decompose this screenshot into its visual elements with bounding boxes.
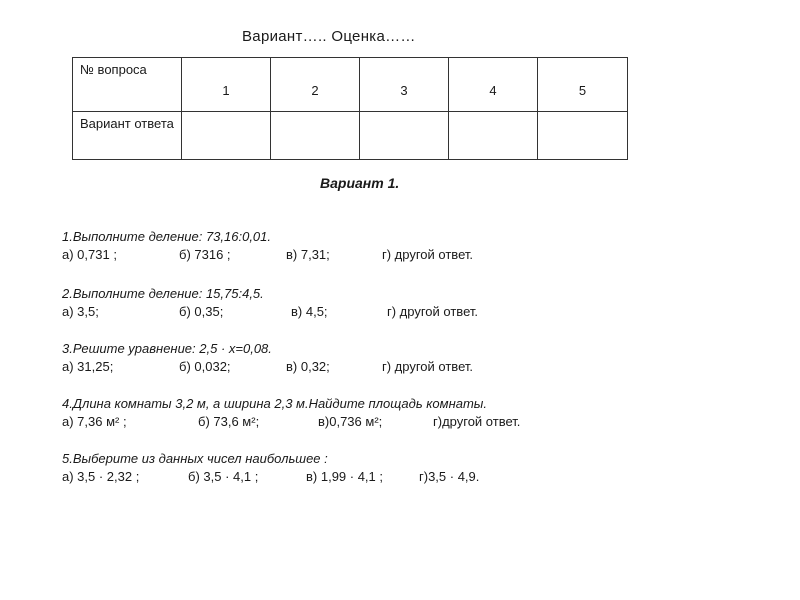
question-3-option-g: г) другой ответ. bbox=[382, 359, 473, 374]
question-3-option-v: в) 0,32; bbox=[286, 359, 330, 374]
question-number-2: 2 bbox=[271, 58, 360, 112]
question-5-option-a: а) 3,5 · 2,32 ; bbox=[62, 469, 140, 484]
question-3-option-b: б) 0,032; bbox=[179, 359, 231, 374]
question-5-text: 5.Выберите из данных чисел наибольшее : bbox=[62, 451, 328, 466]
question-4-text: 4.Длина комнаты 3,2 м, а ширина 2,3 м.Найдите площадь комнаты. bbox=[62, 396, 487, 411]
label-question-number: № вопроса bbox=[73, 58, 182, 112]
question-5-option-b: б) 3,5 · 4,1 ; bbox=[188, 469, 259, 484]
label-answer-variant: Вариант ответа bbox=[73, 112, 182, 160]
question-5-option-v: в) 1,99 · 4,1 ; bbox=[306, 469, 383, 484]
question-1-option-b: б) 7316 ; bbox=[179, 247, 231, 262]
question-4-options bbox=[62, 413, 521, 431]
question-2-option-b: б) 0,35; bbox=[179, 304, 224, 319]
question-2-option-g: г) другой ответ. bbox=[387, 304, 478, 319]
question-5 bbox=[62, 450, 480, 486]
question-4-option-b: б) 73,6 м²; bbox=[198, 414, 260, 429]
question-2 bbox=[62, 285, 478, 321]
question-1-text: 1.Выполните деление: 73,16:0,01. bbox=[62, 229, 272, 244]
question-2-options bbox=[62, 303, 478, 321]
question-1-option-a: а) 0,731 ; bbox=[62, 247, 117, 262]
question-4 bbox=[62, 395, 521, 431]
question-3-text: 3.Решите уравнение: 2,5 · х=0,08. bbox=[62, 341, 272, 356]
question-3-option-a: а) 31,25; bbox=[62, 359, 114, 374]
question-3 bbox=[62, 340, 473, 376]
answer-cell-5 bbox=[538, 112, 628, 160]
question-2-option-a: а) 3,5; bbox=[62, 304, 99, 319]
question-number-1: 1 bbox=[182, 58, 271, 112]
question-number-3: 3 bbox=[360, 58, 449, 112]
question-number-5: 5 bbox=[538, 58, 628, 112]
answer-cell-2 bbox=[271, 112, 360, 160]
answer-cell-1 bbox=[182, 112, 271, 160]
question-number-4: 4 bbox=[449, 58, 538, 112]
question-2-text: 2.Выполните деление: 15,75:4,5. bbox=[62, 286, 264, 301]
answer-cell-4 bbox=[449, 112, 538, 160]
header-variant-grade: Вариант….. Оценка…… bbox=[242, 28, 416, 45]
answer-table bbox=[72, 57, 628, 160]
question-1 bbox=[62, 228, 473, 264]
variant-title: Вариант 1. bbox=[320, 175, 400, 191]
question-5-options bbox=[62, 468, 480, 486]
table-row-answers bbox=[73, 112, 628, 160]
question-3-options bbox=[62, 358, 473, 376]
answer-cell-3 bbox=[360, 112, 449, 160]
question-4-option-v: в)0,736 м²; bbox=[318, 414, 383, 429]
question-1-option-g: г) другой ответ. bbox=[382, 247, 473, 262]
question-1-options bbox=[62, 246, 473, 264]
question-4-option-a: а) 7,36 м² ; bbox=[62, 414, 127, 429]
question-2-option-v: в) 4,5; bbox=[291, 304, 328, 319]
question-5-option-g: г)3,5 · 4,9. bbox=[419, 469, 480, 484]
table-row-question-numbers bbox=[73, 58, 628, 112]
question-1-option-v: в) 7,31; bbox=[286, 247, 330, 262]
question-4-option-g: г)другой ответ. bbox=[433, 414, 521, 429]
